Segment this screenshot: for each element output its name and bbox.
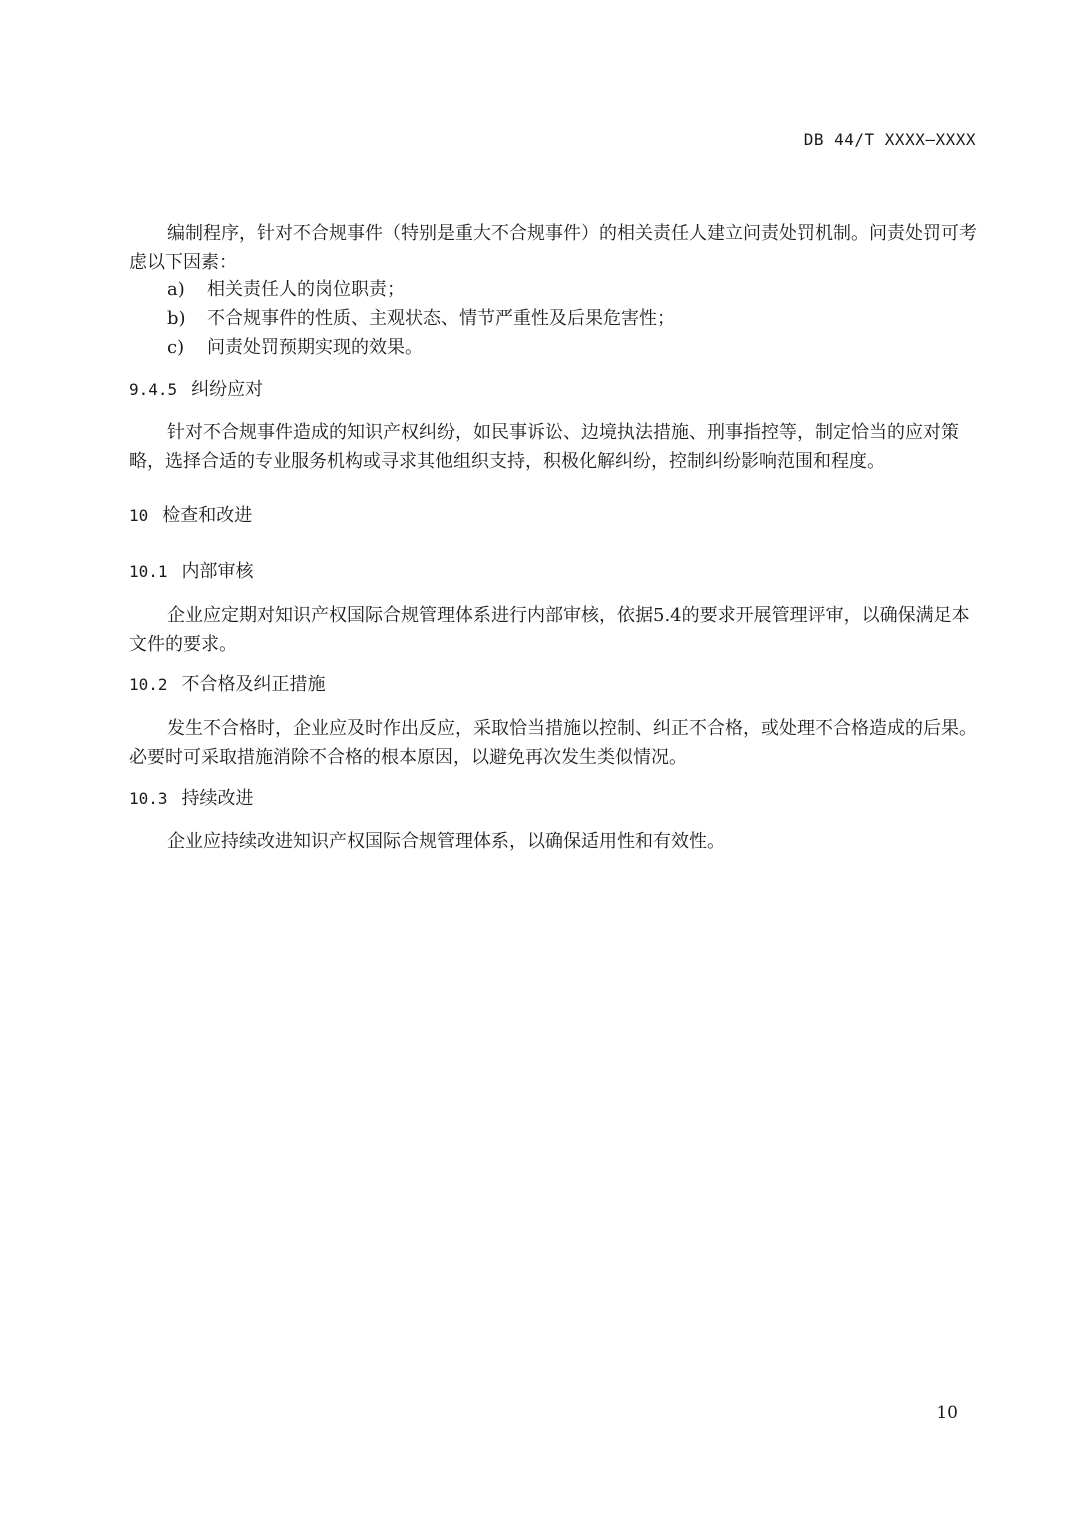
section-title: 内部审核	[181, 561, 254, 582]
list-text: 相关责任人的岗位职责；	[207, 279, 405, 300]
section-number: 9.4.5	[129, 380, 178, 399]
list-item-b	[167, 304, 675, 333]
paragraph-10-1: 企业应定期对知识产权国际合规管理体系进行内部审核，依据5.4的要求开展管理评审，以确保满足本文件的要求。	[129, 605, 970, 655]
list-item-c	[167, 333, 423, 362]
heading-10	[129, 504, 252, 528]
paragraph-9-4-4-continued: 编制程序，针对不合规事件（特别是重大不合规事件）的相关责任人建立问责处罚机制。问责处罚可考虑以下因素：	[129, 223, 977, 273]
heading-10-3	[129, 787, 254, 811]
section-title: 持续改进	[181, 788, 254, 809]
section-title: 检查和改进	[162, 505, 253, 526]
section-title: 不合格及纠正措施	[181, 674, 326, 695]
paragraph-10-2: 发生不合格时，企业应及时作出反应，采取恰当措施以控制、纠正不合格，或处理不合格造成的后果。必要时可采取措施消除不合格的根本原因，以避免再次发生类似情况。	[129, 718, 977, 768]
section-title: 纠纷应对	[191, 379, 264, 400]
paragraph-9-4-5: 针对不合规事件造成的知识产权纠纷，如民事诉讼、边境执法措施、刑事指控等，制定恰当的应对策略，选择合适的专业服务机构或寻求其他组织支持，积极化解纠纷，控制纠纷影响范围和程度。	[129, 422, 959, 472]
section-number: 10.1	[129, 562, 168, 581]
standard-code: DB 44/T XXXX—XXXX	[803, 130, 976, 149]
list-item-a	[167, 275, 405, 304]
list-marker: b)	[167, 308, 186, 329]
section-number: 10	[129, 506, 149, 525]
list-text: 不合规事件的性质、主观状态、情节严重性及后果危害性；	[207, 308, 675, 329]
page-number: 10	[936, 1403, 958, 1423]
heading-10-1	[129, 560, 254, 584]
heading-10-2	[129, 673, 326, 697]
heading-9-4-5	[129, 378, 263, 402]
section-number: 10.2	[129, 675, 168, 694]
list-marker: c)	[167, 337, 185, 358]
section-number: 10.3	[129, 789, 168, 808]
list-text: 问责处罚预期实现的效果。	[207, 337, 423, 358]
paragraph-10-3: 企业应持续改进知识产权国际合规管理体系，以确保适用性和有效性。	[167, 831, 725, 852]
list-marker: a)	[167, 279, 185, 300]
